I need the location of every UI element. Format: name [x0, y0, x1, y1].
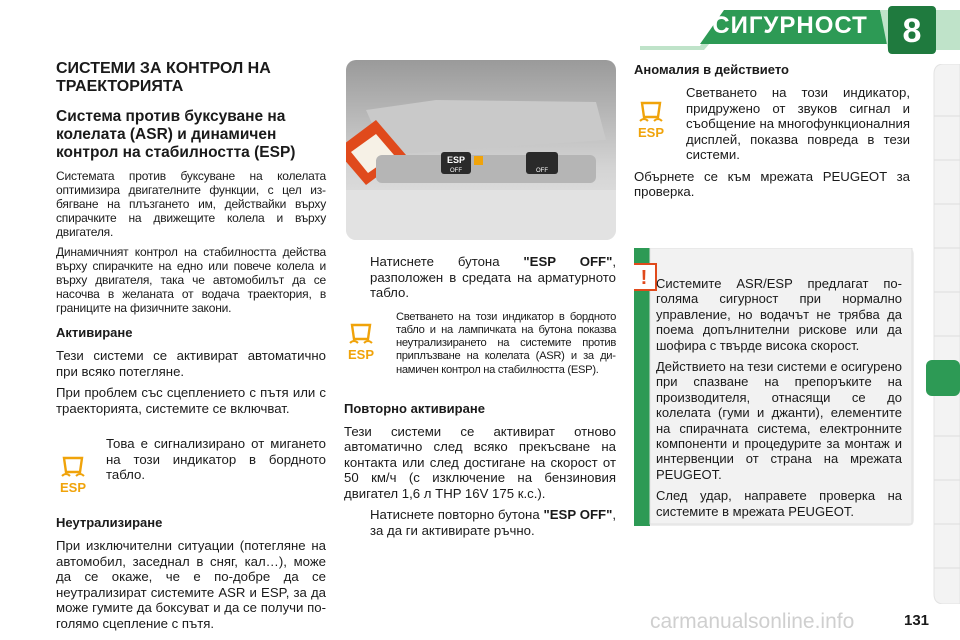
column-right	[634, 60, 910, 206]
chapter-tabs	[924, 64, 960, 604]
photo-button-off-label: OFF	[450, 168, 462, 174]
esp-icon-label: ESP	[347, 346, 375, 361]
flashing-indicator-text: Това е сигнализирано от мигането на този индикатор в бордното табло.	[106, 436, 326, 482]
intro-paragraph-1: Системата против буксуване на колелата оптимизира двигателните функции, с цел избягване на плъзгането им, действайки върху спирачките на движещите колела и върху двигателя.	[56, 169, 326, 239]
repress-text-pre: Натиснете повторно бутона	[370, 507, 544, 523]
esp-indicator-icon	[56, 454, 96, 499]
active-chapter-tab	[926, 360, 960, 396]
warning-paragraph-3: След удар, направете проверка на системите в мрежата PEUGEOT.	[656, 488, 902, 519]
page-header	[0, 0, 960, 58]
photo-button2-off-label: OFF	[536, 168, 548, 174]
pointer-icon	[344, 254, 370, 307]
esp-off-indicator-icon	[344, 321, 384, 366]
section-title: СИСТЕМИ ЗА КОНТРОЛ НА ТРАЕКТОРИЯТА	[56, 60, 271, 95]
warning-paragraph-2: Действието на тези системи е осигурено при спазване на препоръките на производителя, отнасящи се до колелата (гуми и джанти), елементите на спирачната система, електронните компоненти и процедурите за монтаж и интервенции от страна на мрежата PEUGEOT.	[656, 359, 902, 482]
repress-button-instruction	[344, 507, 616, 544]
esp-icon-label: ESP	[637, 125, 665, 139]
anomaly-indicator-text: Светването на този индикатор, придружено от звуков сигнал и съобщение на многофункционалния дисплей, показва повреда в тези системи.	[686, 85, 910, 162]
press-text-pre: Натиснете бутона	[370, 254, 524, 269]
activation-heading: Активиране	[56, 325, 133, 340]
column-middle	[344, 60, 616, 544]
anomaly-paragraph: Обърнете се към мрежата PEUGEOT за проверка.	[634, 168, 910, 199]
esp-off-button-photo	[346, 60, 616, 240]
column-left	[56, 60, 326, 637]
neutralized-indicator-note	[344, 311, 616, 383]
esp-icon-label: ESP	[59, 480, 87, 494]
pointer-icon	[344, 507, 370, 544]
neutral-paragraph: При изключителни ситуации (потегляне на автомобил, заседнал в сняг, кал…), може да се окаже, че е по-добре да се неутрализират системите ASR и ESP, за да може гумите да боксуват и да се получи по-голямо сцепление с пътя.	[56, 538, 326, 631]
repress-text-button: "ESP OFF"	[543, 507, 613, 523]
page-number: 131	[904, 612, 930, 629]
repress-text-post: , за да ги активирате ръчно.	[370, 507, 616, 538]
anomaly-indicator-note	[634, 85, 910, 169]
neutralized-indicator-text: Светването на този индикатор в бордното табло и на лампичката на бутона показва неутрализирането на системите против приплъзване на колелата (ASR) и за динамичен контрол на стабилността (ESP).	[396, 310, 616, 376]
esp-fault-indicator-icon	[634, 99, 674, 144]
press-button-instruction	[344, 254, 616, 307]
chapter-number: 8	[902, 12, 922, 50]
warning-paragraph-1: Системите ASR/ESP предлагат по-голяма сигурност при нормално управление, но водачът не трябва да поема допълнителни рискове или да шофира с твърде висока скорост.	[656, 276, 902, 353]
activation-paragraph-1: Тези системи се активират автоматично при всяко потегляне.	[56, 348, 326, 379]
anomaly-heading: Аномалия в действието	[634, 62, 789, 77]
neutral-heading: Неутрализиране	[56, 515, 163, 530]
watermark: carmanualsonline.info	[650, 610, 855, 633]
flashing-indicator-note	[56, 436, 326, 499]
photo-button-esp-label: ESP	[446, 155, 466, 165]
press-text-post: , разположен в средата на арматурното табло.	[370, 254, 616, 300]
reactivate-paragraph: Тези системи се активират отново автоматично след всяко прекъсване на контакта или след достигане на скорост от 50 км/ч (с изключение на бензиновия двигател 1,6 л THP 16V 175 к.с.).	[344, 423, 616, 501]
subsection-title: Система против буксуване на колелата (ASR) и динамичен контрол на стабилността (ESP)	[56, 108, 296, 161]
reactivate-heading: Повторно активиране	[344, 400, 485, 416]
press-text-button: "ESP OFF"	[523, 254, 613, 269]
warning-icon: !	[640, 267, 648, 289]
chapter-title: СИГУРНОСТ	[712, 12, 868, 39]
warning-text	[656, 276, 902, 525]
activation-paragraph-2: При проблем със сцеплението с пътя или с траекторията, системите се включват.	[56, 385, 326, 416]
intro-paragraph-2: Динамичният контрол на стабилността действа върху спирачките на едно или повече колела и върху двигателя, така че автомобилът да се насочва в желаната от водача траектория, в границите на физичните закони.	[56, 245, 326, 315]
